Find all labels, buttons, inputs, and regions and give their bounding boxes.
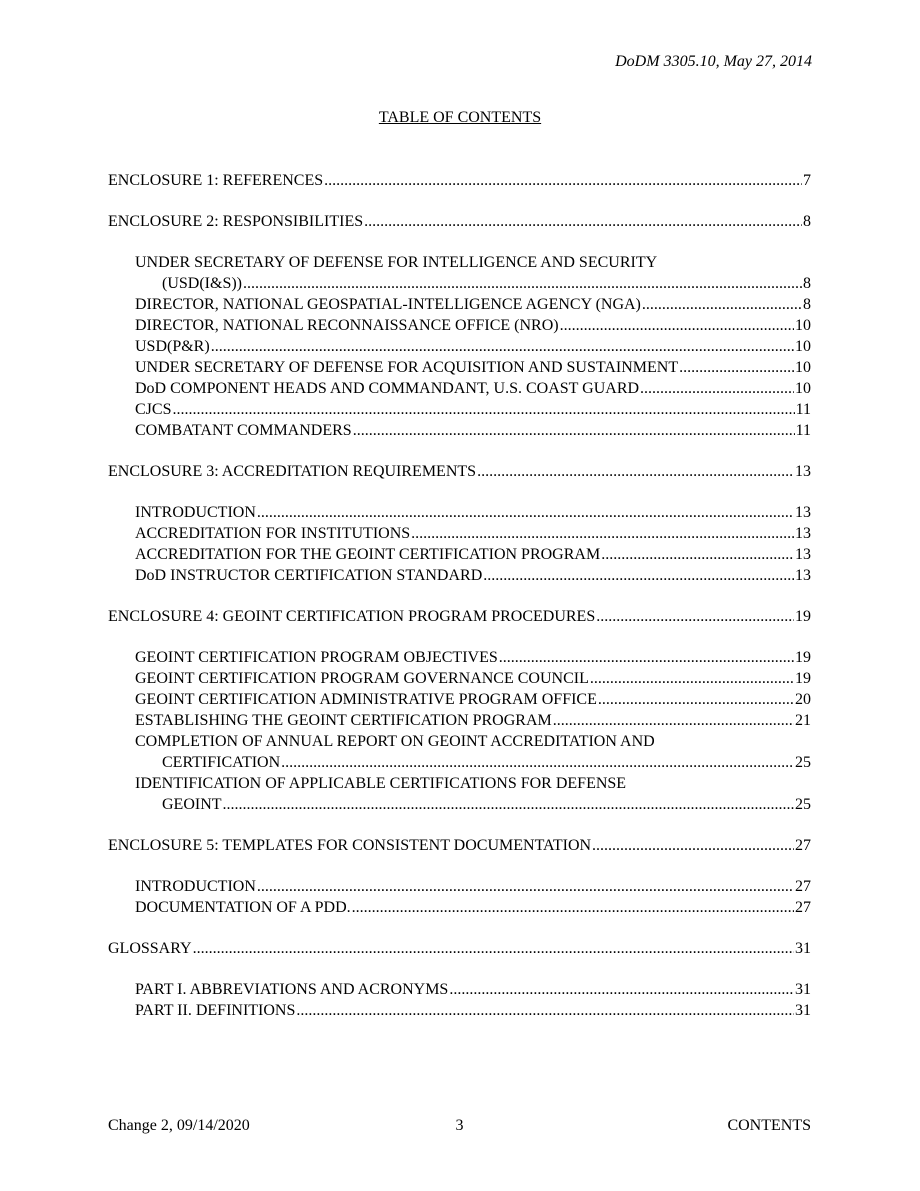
toc-entry-page: 10 (795, 359, 811, 376)
toc-entry-page: 31 (795, 981, 811, 998)
toc-subentry-line1[interactable]: COMPLETION OF ANNUAL REPORT ON GEOINT ACCREDITATION AND (135, 733, 655, 750)
toc-entry-enclosure-1[interactable] (108, 170, 811, 191)
dot-leader (642, 294, 802, 315)
toc-entry-page: 8 (803, 213, 811, 230)
dot-leader (211, 336, 794, 357)
toc-entry-page: 10 (795, 380, 811, 397)
toc-subentry[interactable] (108, 710, 811, 731)
dot-leader (352, 897, 794, 918)
dot-leader (601, 544, 794, 565)
toc-subentry[interactable] (108, 565, 811, 586)
toc-subentry[interactable] (108, 315, 811, 336)
toc-entry-label: ESTABLISHING THE GEOINT CERTIFICATION PROGRAM (135, 712, 552, 729)
toc-subentry[interactable] (108, 523, 811, 544)
toc-subentry[interactable] (108, 294, 811, 315)
toc-entry-enclosure-2[interactable] (108, 211, 811, 232)
page-footer (108, 1117, 811, 1135)
toc-entry-label: (USD(I&S)) (162, 275, 242, 292)
toc-subentry[interactable] (108, 689, 811, 710)
toc-entry-enclosure-3[interactable] (108, 461, 811, 482)
toc-entry-page: 27 (795, 878, 811, 895)
toc-entry-page: 13 (795, 546, 811, 563)
dot-leader (257, 876, 794, 897)
toc-entry-label: GEOINT CERTIFICATION PROGRAM OBJECTIVES (135, 649, 498, 666)
toc-entry-page: 13 (795, 567, 811, 584)
toc-entry-label: DOCUMENTATION OF A PDD. (135, 899, 351, 916)
toc-subentry[interactable] (108, 876, 811, 897)
toc-subentry[interactable] (108, 979, 811, 1000)
toc-entry-label: GEOINT CERTIFICATION ADMINISTRATIVE PROGRAM OFFICE (135, 691, 597, 708)
toc-entry-label: PART I. ABBREVIATIONS AND ACRONYMS (135, 981, 449, 998)
dot-leader (257, 502, 794, 523)
toc-entry-label: DoD COMPONENT HEADS AND COMMANDANT, U.S. COAST GUARD (135, 380, 640, 397)
toc-entry-label: GEOINT (162, 796, 222, 813)
dot-leader (281, 752, 794, 773)
toc-subentry[interactable] (108, 794, 811, 815)
toc-subentry[interactable] (108, 357, 811, 378)
page-title-text: TABLE OF CONTENTS (378, 109, 542, 126)
toc-entry-page: 8 (803, 275, 811, 292)
toc-entry-page: 25 (795, 754, 811, 771)
toc-subentry[interactable] (108, 273, 811, 294)
toc-subentry[interactable] (108, 378, 811, 399)
toc-entry-page: 21 (795, 712, 811, 729)
dot-leader (411, 523, 794, 544)
toc-entry-page: 31 (795, 940, 811, 957)
toc-entry-page: 8 (803, 296, 811, 313)
toc-subentry[interactable] (108, 399, 811, 420)
toc-subentry[interactable] (108, 897, 811, 918)
toc-entry-page: 13 (795, 525, 811, 542)
toc-entry-page: 11 (795, 401, 811, 418)
dot-leader (560, 315, 794, 336)
toc-entry-label: UNDER SECRETARY OF DEFENSE FOR ACQUISITION AND SUSTAINMENT (135, 359, 679, 376)
dot-leader (243, 273, 802, 294)
toc-entry-page: 19 (795, 608, 811, 625)
toc-entry-page: 31 (795, 1002, 811, 1019)
toc-subentry[interactable] (108, 1000, 811, 1021)
toc-subentry-line1[interactable]: UNDER SECRETARY OF DEFENSE FOR INTELLIGENCE AND SECURITY (135, 254, 658, 271)
toc-entry-page: 20 (795, 691, 811, 708)
toc-entry-label: INTRODUCTION (135, 504, 256, 521)
toc-entry-label: ENCLOSURE 4: GEOINT CERTIFICATION PROGRAM PROCEDURES (108, 608, 596, 625)
toc-entry-page: 7 (803, 172, 811, 189)
dot-leader (193, 938, 794, 959)
toc-entry-label: DIRECTOR, NATIONAL GEOSPATIAL-INTELLIGENCE AGENCY (NGA) (135, 296, 641, 313)
toc-entry-page: 27 (795, 837, 811, 854)
toc-entry-label: ENCLOSURE 5: TEMPLATES FOR CONSISTENT DOCUMENTATION (108, 837, 592, 854)
toc-entry-enclosure-5[interactable] (108, 835, 811, 856)
toc-entry-page: 10 (795, 338, 811, 355)
toc-entry-label: CJCS (135, 401, 172, 418)
footer-change-note: Change 2, 09/14/2020 (108, 1117, 250, 1134)
dot-leader (590, 668, 794, 689)
toc-entry-label: PART II. DEFINITIONS (135, 1002, 296, 1019)
toc-entry-label: COMBATANT COMMANDERS (135, 422, 352, 439)
dot-leader (296, 1000, 794, 1021)
toc-entry-label: ENCLOSURE 3: ACCREDITATION REQUIREMENTS (108, 463, 477, 480)
dot-leader (679, 357, 794, 378)
dot-leader (592, 835, 794, 856)
toc-subentry[interactable] (108, 336, 811, 357)
toc-subentry[interactable] (108, 752, 811, 773)
toc-entry-page: 19 (795, 670, 811, 687)
dot-leader (449, 979, 794, 1000)
toc-entry-label: INTRODUCTION (135, 878, 256, 895)
toc-subentry-line1[interactable]: IDENTIFICATION OF APPLICABLE CERTIFICATIONS FOR DEFENSE (135, 775, 627, 792)
toc-entry-label: GEOINT CERTIFICATION PROGRAM GOVERNANCE COUNCIL (135, 670, 589, 687)
footer-section-name: CONTENTS (727, 1117, 811, 1134)
toc-subentry[interactable] (108, 647, 811, 668)
dot-leader (364, 211, 802, 232)
toc-subentry[interactable] (108, 544, 811, 565)
dot-leader (483, 565, 794, 586)
dot-leader (640, 378, 794, 399)
toc-entry-label: ENCLOSURE 1: REFERENCES (108, 172, 324, 189)
toc-entry-page: 10 (795, 317, 811, 334)
dot-leader (477, 461, 794, 482)
toc-entry-enclosure-4[interactable] (108, 606, 811, 627)
document-id-header: DoDM 3305.10, May 27, 2014 (615, 53, 812, 70)
toc-subentry[interactable] (108, 668, 811, 689)
toc-entry-label: ACCREDITATION FOR INSTITUTIONS (135, 525, 411, 542)
toc-entry-label: GLOSSARY (108, 940, 192, 957)
dot-leader (223, 794, 794, 815)
toc-entry-page: 25 (795, 796, 811, 813)
toc-subentry[interactable] (108, 420, 811, 441)
toc-entry-label: ENCLOSURE 2: RESPONSIBILITIES (108, 213, 364, 230)
dot-leader (553, 710, 794, 731)
dot-leader (353, 420, 795, 441)
toc-subentry[interactable] (108, 502, 811, 523)
dot-leader (499, 647, 794, 668)
dot-leader (596, 606, 794, 627)
dot-leader (172, 399, 794, 420)
toc-entry-page: 13 (795, 504, 811, 521)
table-of-contents (108, 170, 811, 1021)
toc-entry-label: DIRECTOR, NATIONAL RECONNAISSANCE OFFICE (NRO) (135, 317, 559, 334)
toc-entry-glossary[interactable] (108, 938, 811, 959)
toc-entry-page: 27 (795, 899, 811, 916)
dot-leader (324, 170, 802, 191)
toc-entry-page: 11 (795, 422, 811, 439)
footer-page-number: 3 (455, 1117, 464, 1134)
toc-entry-page: 19 (795, 649, 811, 666)
toc-entry-label: CERTIFICATION (162, 754, 281, 771)
toc-entry-label: ACCREDITATION FOR THE GEOINT CERTIFICATION PROGRAM (135, 546, 601, 563)
toc-entry-label: USD(P&R) (135, 338, 210, 355)
toc-entry-page: 13 (795, 463, 811, 480)
page-title (0, 109, 920, 127)
toc-entry-label: DoD INSTRUCTOR CERTIFICATION STANDARD (135, 567, 483, 584)
dot-leader (598, 689, 794, 710)
